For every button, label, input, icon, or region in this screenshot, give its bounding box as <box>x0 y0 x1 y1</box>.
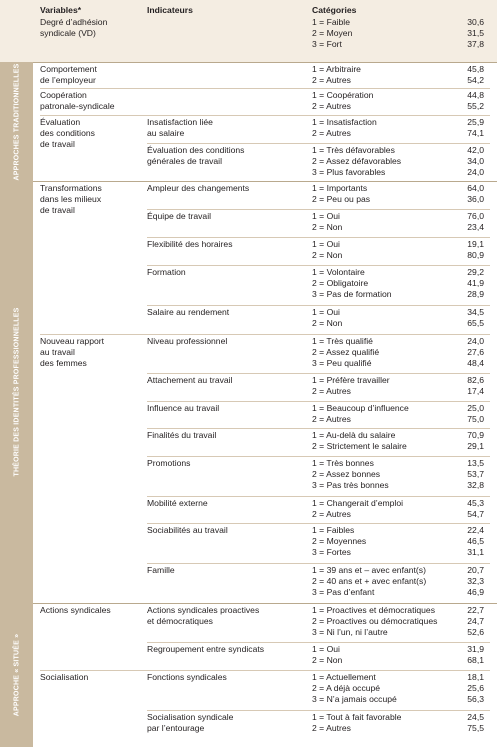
frequency-value: 48,4 <box>467 357 484 368</box>
indicator-line: Regroupement entre syndicats <box>147 644 265 654</box>
indicator-line: Évaluation des conditions <box>147 145 245 155</box>
row-indicator <box>147 183 307 194</box>
row-categories <box>312 565 450 597</box>
category-line: 1 = Oui <box>312 239 340 249</box>
variable-line: des conditions <box>40 127 95 138</box>
frequency-value: 70,9 <box>467 430 484 440</box>
row-categories <box>312 375 450 397</box>
category-line: 1 = Insatisfaction <box>312 117 377 127</box>
row-categories <box>312 525 450 557</box>
row-indicator <box>147 458 307 469</box>
frequency-value: 29,2 <box>467 267 484 277</box>
category-line: 3 = Ni l’un, ni l’autre <box>312 626 388 637</box>
frequency-value: 44,8 <box>467 90 484 100</box>
frequency-value: 32,3 <box>467 575 484 586</box>
category-line: 1 = Très défavorables <box>312 145 395 155</box>
category-line: 2 = Non <box>312 317 343 328</box>
indicator-line: Mobilité externe <box>147 498 208 508</box>
row-divider <box>40 334 490 335</box>
category-line: 3 = N’a jamais occupé <box>312 693 397 704</box>
row-variable <box>40 183 142 215</box>
frequency-value: 24,7 <box>467 615 484 626</box>
category-line: 2 = Autres <box>312 74 351 85</box>
section-sidebar <box>0 603 33 747</box>
frequency-value: 65,5 <box>467 317 484 328</box>
row-indicator <box>147 430 307 441</box>
variable-line: de l’employeur <box>40 74 96 85</box>
row-frequencies <box>444 458 484 490</box>
row-frequencies <box>444 498 484 520</box>
category-line: 2 = Autres <box>312 413 351 424</box>
frequency-value: 22,4 <box>467 525 484 535</box>
row-categories <box>312 64 450 86</box>
frequency-value: 24,0 <box>467 336 484 346</box>
vd-frequencies <box>444 17 484 49</box>
row-frequencies <box>444 183 484 205</box>
indicator-line: Promotions <box>147 458 191 468</box>
vd-variable <box>40 17 142 39</box>
frequency-value: 25,0 <box>467 403 484 413</box>
variable-line: de travail <box>40 204 75 215</box>
indicator-line: Flexibilité des horaires <box>147 239 233 249</box>
row-indicator <box>147 145 307 167</box>
indicator-line: Attachement au travail <box>147 375 233 385</box>
row-categories <box>312 239 450 261</box>
row-frequencies <box>444 90 484 112</box>
frequency-value: 45,3 <box>467 498 484 508</box>
variable-line: Comportement <box>40 64 97 74</box>
frequency-value: 45,8 <box>467 64 484 74</box>
section-label: APPROCHES TRADITIONNELLES <box>13 62 20 181</box>
row-categories <box>312 644 450 666</box>
row-frequencies <box>444 211 484 233</box>
section-sidebar <box>0 181 33 603</box>
row-frequencies <box>444 375 484 397</box>
row-divider <box>147 209 490 210</box>
row-categories <box>312 336 450 368</box>
frequency-value: 17,4 <box>467 385 484 396</box>
frequency-value: 34,5 <box>467 307 484 317</box>
category-line: 1 = Au-delà du salaire <box>312 430 396 440</box>
section-divider <box>33 62 497 63</box>
category-line: 2 = Obligatoire <box>312 277 369 288</box>
category-line: 1 = Volontaire <box>312 267 365 277</box>
row-indicator <box>147 403 307 414</box>
frequency-value: 13,5 <box>467 458 484 468</box>
row-frequencies <box>444 267 484 299</box>
row-indicator <box>147 307 307 318</box>
row-indicator <box>147 336 307 347</box>
frequency-value: 19,1 <box>467 239 484 249</box>
row-categories <box>312 267 450 299</box>
frequency-value: 68,1 <box>467 654 484 665</box>
indicator-line: et démocratiques <box>147 615 213 626</box>
vd-category: 3 = Fort <box>312 38 342 49</box>
row-indicator <box>147 712 307 734</box>
indicator-line: Salaire au rendement <box>147 307 230 317</box>
row-frequencies <box>444 672 484 704</box>
section-label: THÉORIE DES IDENTITÉS PROFESSIONNELLES <box>13 307 20 477</box>
indicator-line: au salaire <box>147 127 185 138</box>
row-divider <box>147 496 490 497</box>
frequency-value: 41,9 <box>467 277 484 288</box>
vd-frequency: 37,8 <box>467 38 484 49</box>
frequency-value: 82,6 <box>467 375 484 385</box>
frequency-value: 28,9 <box>467 288 484 299</box>
row-frequencies <box>444 430 484 452</box>
indicator-line: Famille <box>147 565 175 575</box>
indicator-line: Sociabilités au travail <box>147 525 228 535</box>
frequency-value: 76,0 <box>467 211 484 221</box>
row-divider <box>147 523 490 524</box>
row-variable <box>40 117 142 149</box>
frequency-value: 27,6 <box>467 346 484 357</box>
variable-line: Socialisation <box>40 672 89 682</box>
row-frequencies <box>444 239 484 261</box>
category-line: 2 = Assez bonnes <box>312 468 381 479</box>
indicator-line: par l’entourage <box>147 722 205 733</box>
row-variable <box>40 672 142 683</box>
row-divider <box>147 428 490 429</box>
category-line: 2 = Non <box>312 654 343 665</box>
frequency-value: 23,4 <box>467 221 484 232</box>
row-indicator <box>147 672 307 683</box>
frequency-value: 18,1 <box>467 672 484 682</box>
category-line: 2 = A déjà occupé <box>312 682 381 693</box>
category-line: 1 = Proactives et démocratiques <box>312 605 436 615</box>
frequency-value: 75,0 <box>467 413 484 424</box>
row-variable <box>40 64 142 86</box>
frequency-value: 31,1 <box>467 546 484 557</box>
indicator-line: Socialisation syndicale <box>147 712 234 722</box>
category-line: 2 = Peu ou pas <box>312 193 371 204</box>
category-line: 1 = Oui <box>312 307 340 317</box>
row-variable <box>40 90 142 112</box>
category-line: 2 = Assez qualifié <box>312 346 380 357</box>
frequency-value: 29,1 <box>467 440 484 451</box>
section-divider <box>33 603 497 604</box>
row-indicator <box>147 375 307 386</box>
row-frequencies <box>444 644 484 666</box>
row-divider <box>147 373 490 374</box>
frequency-value: 32,8 <box>467 479 484 490</box>
indicator-line: Formation <box>147 267 186 277</box>
vd-category: 1 = Faible <box>312 17 350 27</box>
frequency-value: 54,2 <box>467 74 484 85</box>
header-categories: Catégories <box>312 5 357 15</box>
category-line: 2 = Assez défavorables <box>312 155 402 166</box>
frequency-value: 25,6 <box>467 682 484 693</box>
indicator-line: Influence au travail <box>147 403 220 413</box>
frequency-value: 42,0 <box>467 145 484 155</box>
row-divider <box>147 265 490 266</box>
row-categories <box>312 672 450 704</box>
category-line: 2 = Non <box>312 249 343 260</box>
row-categories <box>312 183 450 205</box>
row-frequencies <box>444 403 484 425</box>
category-line: 3 = Pas de formation <box>312 288 392 299</box>
frequency-value: 36,0 <box>467 193 484 204</box>
variable-line: patronale-syndicale <box>40 100 115 111</box>
row-divider <box>147 305 490 306</box>
row-categories <box>312 145 450 177</box>
frequency-value: 25,9 <box>467 117 484 127</box>
category-line: 2 = Proactives ou démocratiques <box>312 615 438 626</box>
row-categories <box>312 403 450 425</box>
category-line: 2 = Moyennes <box>312 535 367 546</box>
row-categories <box>312 117 450 139</box>
category-line: 1 = Beaucoup d’influence <box>312 403 409 413</box>
category-line: 2 = Autres <box>312 722 351 733</box>
category-line: 1 = Oui <box>312 211 340 221</box>
row-indicator <box>147 525 307 536</box>
vd-frequency: 31,5 <box>467 27 484 38</box>
frequency-value: 24,5 <box>467 712 484 722</box>
row-frequencies <box>444 605 484 637</box>
variable-line: Coopération <box>40 90 87 100</box>
vd-variable-line: Degré d’adhésion <box>40 17 108 27</box>
category-line: 2 = Non <box>312 221 343 232</box>
frequency-value: 55,2 <box>467 100 484 111</box>
row-categories <box>312 712 450 734</box>
indicator-line: Ampleur des changements <box>147 183 250 193</box>
row-frequencies <box>444 117 484 139</box>
row-categories <box>312 90 450 112</box>
row-frequencies <box>444 712 484 734</box>
frequency-value: 64,0 <box>467 183 484 193</box>
section-label: APPROCHE « SITUÉE » <box>13 633 20 717</box>
category-line: 1 = 39 ans et – avec enfant(s) <box>312 565 426 575</box>
frequency-value: 46,5 <box>467 535 484 546</box>
row-variable <box>40 605 142 616</box>
category-line: 1 = Actuellement <box>312 672 376 682</box>
row-divider <box>147 401 490 402</box>
category-line: 2 = Strictement le salaire <box>312 440 407 451</box>
row-indicator <box>147 565 307 576</box>
header-variables: Variables* <box>40 5 82 15</box>
row-frequencies <box>444 145 484 177</box>
row-variable <box>40 336 142 368</box>
row-categories <box>312 211 450 233</box>
row-indicator <box>147 239 307 250</box>
row-divider <box>147 563 490 564</box>
section-divider <box>33 181 497 182</box>
frequency-value: 56,3 <box>467 693 484 704</box>
variable-line: Nouveau rapport <box>40 336 105 346</box>
row-divider <box>147 237 490 238</box>
frequency-value: 54,7 <box>467 508 484 519</box>
category-line: 1 = Tout à fait favorable <box>312 712 402 722</box>
category-line: 3 = Plus favorables <box>312 166 386 177</box>
indicator-line: Finalités du travail <box>147 430 217 440</box>
row-categories <box>312 605 450 637</box>
row-indicator <box>147 644 307 655</box>
row-divider <box>40 670 490 671</box>
variable-line: Transformations <box>40 183 102 193</box>
category-line: 1 = Préfère travailler <box>312 375 390 385</box>
category-line: 2 = Autres <box>312 100 351 111</box>
frequency-value: 52,6 <box>467 626 484 637</box>
section-sidebar <box>0 62 33 181</box>
frequency-value: 24,0 <box>467 166 484 177</box>
indicator-line: Niveau professionnel <box>147 336 228 346</box>
category-line: 1 = Changerait d’emploi <box>312 498 404 508</box>
vd-categories <box>312 17 450 49</box>
row-categories <box>312 498 450 520</box>
frequency-value: 46,9 <box>467 586 484 597</box>
category-line: 1 = Très bonnes <box>312 458 374 468</box>
indicator-line: Fonctions syndicales <box>147 672 227 682</box>
row-indicator <box>147 267 307 278</box>
frequency-value: 34,0 <box>467 155 484 166</box>
frequency-value: 31,9 <box>467 644 484 654</box>
category-line: 3 = Fortes <box>312 546 351 557</box>
row-divider <box>147 143 490 144</box>
row-categories <box>312 430 450 452</box>
row-frequencies <box>444 525 484 557</box>
row-divider <box>40 115 490 116</box>
indicator-line: générales de travail <box>147 155 223 166</box>
category-line: 1 = Importants <box>312 183 368 193</box>
variable-line: Actions syndicales <box>40 605 111 615</box>
category-line: 3 = Pas d’enfant <box>312 586 375 597</box>
frequency-value: 74,1 <box>467 127 484 138</box>
variable-line: dans les milieux <box>40 193 102 204</box>
vd-frequency: 30,6 <box>467 17 484 27</box>
category-line: 2 = Autres <box>312 508 351 519</box>
category-line: 2 = 40 ans et + avec enfant(s) <box>312 575 427 586</box>
row-frequencies <box>444 64 484 86</box>
row-frequencies <box>444 336 484 368</box>
category-line: 2 = Autres <box>312 127 351 138</box>
frequency-value: 80,9 <box>467 249 484 260</box>
row-indicator <box>147 498 307 509</box>
row-divider <box>147 710 490 711</box>
variable-line: des femmes <box>40 357 87 368</box>
indicator-line: Actions syndicales proactives <box>147 605 260 615</box>
row-divider <box>147 456 490 457</box>
row-indicator <box>147 211 307 222</box>
frequency-value: 22,7 <box>467 605 484 615</box>
header-indicateurs: Indicateurs <box>147 5 193 15</box>
variable-line: Évaluation <box>40 117 81 127</box>
category-line: 3 = Peu qualifié <box>312 357 372 368</box>
frequency-value: 20,7 <box>467 565 484 575</box>
vd-variable-line: syndicale (VD) <box>40 27 96 38</box>
row-divider <box>40 88 490 89</box>
variable-line: au travail <box>40 346 75 357</box>
table-header <box>0 0 497 62</box>
row-indicator <box>147 117 307 139</box>
row-categories <box>312 458 450 490</box>
row-frequencies <box>444 307 484 329</box>
category-line: 1 = Arbitraire <box>312 64 361 74</box>
category-line: 3 = Pas très bonnes <box>312 479 389 490</box>
variable-line: de travail <box>40 138 75 149</box>
category-line: 1 = Faibles <box>312 525 355 535</box>
category-line: 2 = Autres <box>312 385 351 396</box>
frequency-value: 75,5 <box>467 722 484 733</box>
row-indicator <box>147 605 307 627</box>
indicator-line: Insatisfaction liée <box>147 117 213 127</box>
vd-category: 2 = Moyen <box>312 27 353 38</box>
category-line: 1 = Coopération <box>312 90 374 100</box>
category-line: 1 = Oui <box>312 644 340 654</box>
category-line: 1 = Très qualifié <box>312 336 373 346</box>
frequency-value: 53,7 <box>467 468 484 479</box>
row-divider <box>147 642 490 643</box>
indicator-line: Équipe de travail <box>147 211 212 221</box>
row-frequencies <box>444 565 484 597</box>
row-categories <box>312 307 450 329</box>
